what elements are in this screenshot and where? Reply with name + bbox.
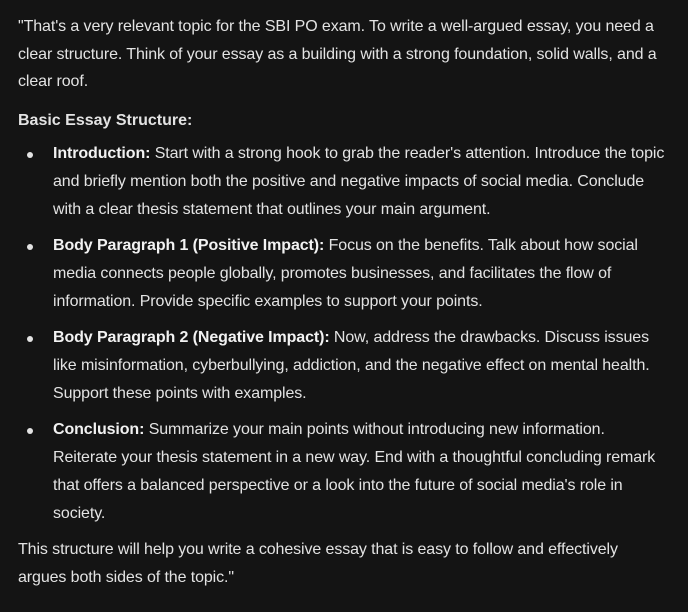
list-item-title: Introduction: — [53, 145, 151, 162]
bullet-icon — [27, 244, 33, 250]
response-outro-paragraph: This structure will help you write a cohesive essay that is easy to follow and effectively argues both sides of the topic." — [18, 541, 618, 586]
section-heading: Basic Essay Structure: — [18, 111, 193, 129]
list-item-title: Body Paragraph 2 (Negative Impact): — [53, 329, 330, 346]
bullet-icon — [27, 152, 33, 158]
list-item-title: Conclusion: — [53, 421, 145, 438]
response-intro-paragraph: "That's a very relevant topic for the SBI PO exam. To write a well-argued essay, you need a clear structure. Think of your essay as a building with a strong foundation, solid walls, and a clear roof. — [18, 18, 657, 90]
list-item-conclusion — [18, 416, 670, 528]
list-item-body-paragraph-2 — [18, 324, 670, 408]
bullet-icon — [27, 336, 33, 342]
list-item-text: Summarize your main points without introducing new information. Reiterate your thesis statement in a new way. End with a thoughtful concluding remark that offers a balanced perspective or a look into the future of social media's role in society. — [53, 421, 656, 522]
list-item-text: Focus on the benefits. Talk about how social media connects people globally, promotes businesses, and facilitates the flow of information. Provide specific examples to support your points. — [53, 237, 638, 310]
list-item-text: Now, address the drawbacks. Discuss issues like misinformation, cyberbullying, addiction, and the negative effect on mental health. Support these points with examples. — [53, 329, 650, 402]
list-item-introduction — [18, 140, 670, 224]
list-item-body-paragraph-1 — [18, 232, 670, 316]
list-item-text: Start with a strong hook to grab the reader's attention. Introduce the topic and briefly mention both the positive and negative impacts of social media. Conclude with a clear thesis statement that outlines your main argument. — [53, 145, 665, 218]
list-item-title: Body Paragraph 1 (Positive Impact): — [53, 237, 325, 254]
essay-structure-list — [18, 140, 670, 528]
bullet-icon — [27, 428, 33, 434]
